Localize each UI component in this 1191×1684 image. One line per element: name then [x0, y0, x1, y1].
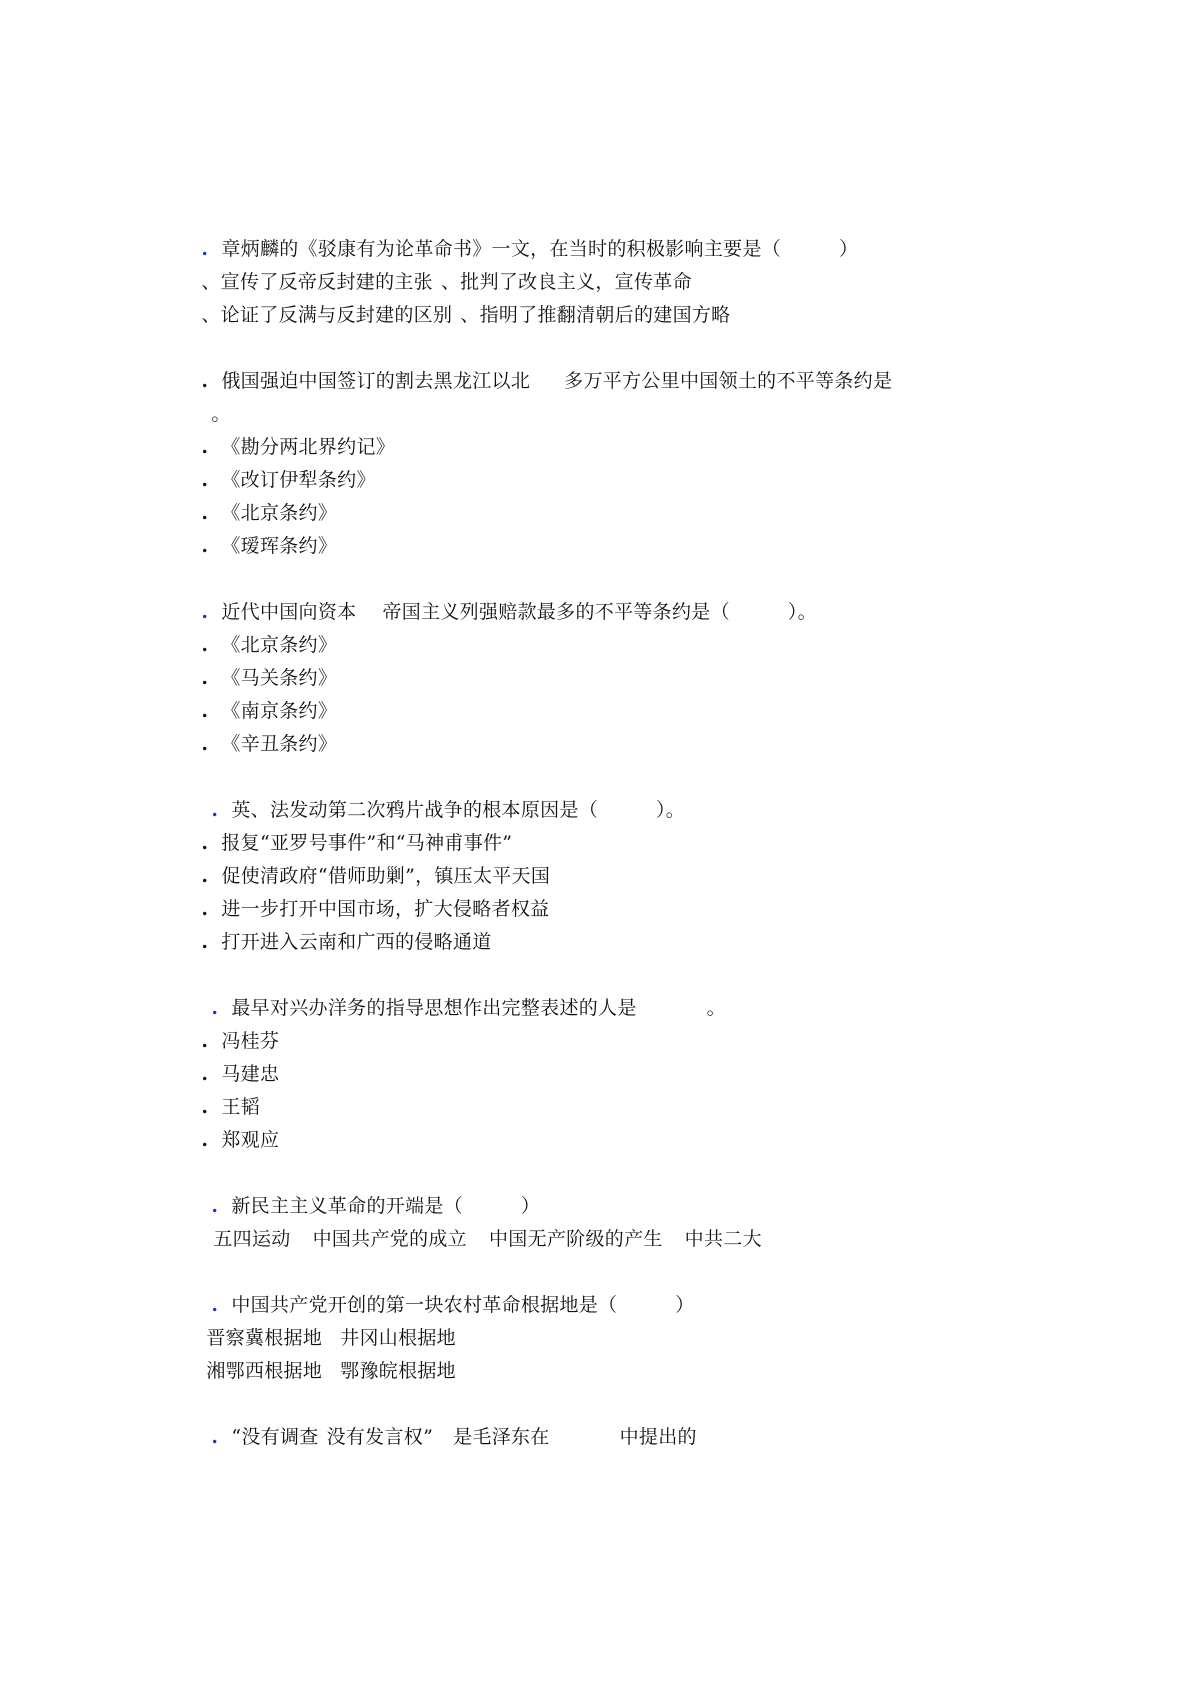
option-item: . 王韬	[201, 1096, 260, 1118]
option-text: 湘鄂西根据地	[206, 1360, 323, 1382]
option-text: 《辛丑条约》	[221, 733, 338, 755]
question-stem: 没有发言权”	[326, 1426, 434, 1448]
option-item: . 《北京条约》	[201, 502, 338, 524]
question-marker: .	[211, 799, 219, 821]
option-text: 报复“亚罗号事件”和“马神甫事件”	[221, 832, 513, 854]
question-marker: .	[201, 238, 209, 260]
question-stem: 新民主主义革命的开端是（ ）	[231, 1195, 541, 1217]
question-stem: 英、法发动第二次鸦片战争的根本原因是（ ）。	[231, 799, 686, 821]
option-item: . 《南京条约》	[201, 700, 338, 722]
question-stem: 中国共产党开创的第一块农村革命根据地是（ ）	[231, 1294, 695, 1316]
option-text: 《改订伊犁条约》	[221, 469, 376, 491]
question-stem: “没有调查	[231, 1426, 319, 1448]
question-stem: 帝国主义列强赔款最多的不平等条约是（ ）。	[382, 601, 817, 623]
option-item: . 促使清政府“借师助剿”，镇压太平天国	[201, 865, 551, 887]
option-text: 王韬	[221, 1096, 260, 1118]
question-2	[176, 345, 892, 417]
question-stem: 。	[706, 997, 726, 1019]
question-stem: 近代中国向资本	[221, 601, 357, 623]
question-marker: .	[211, 997, 219, 1019]
option-item: . 打开进入云南和广西的侵略通道	[201, 931, 492, 953]
option-text: 《北京条约》	[221, 502, 338, 524]
option-text: 晋察冀根据地	[206, 1327, 323, 1349]
question-marker: .	[211, 1426, 219, 1448]
option-text: 中国无产阶级的产生	[488, 1228, 663, 1250]
question-marker: .	[211, 1294, 219, 1316]
question-stem: 俄国强迫中国签订的割去黑龙江以北	[221, 370, 531, 392]
option-item: . 《改订伊犁条约》	[201, 469, 376, 491]
option-text: 论证了反满与反封建的区别	[220, 304, 453, 326]
question-stem: 章炳麟的《驳康有为论革命书》一文，在当时的积极影响主要是（ ）	[221, 238, 859, 260]
option-text: 冯桂芬	[221, 1030, 280, 1052]
question-marker: .	[201, 370, 209, 392]
option-text: 中国共产党的成立	[312, 1228, 467, 1250]
option-row	[176, 279, 730, 351]
option-text: 打开进入云南和广西的侵略通道	[221, 931, 492, 953]
option-item: . 进一步打开中国市场，扩大侵略者权益	[201, 898, 550, 920]
option-text: 促使清政府“借师助剿”，镇压太平天国	[221, 865, 551, 887]
option-item: . 报复“亚罗号事件”和“马神甫事件”	[201, 832, 513, 854]
option-text: 《南京条约》	[221, 700, 338, 722]
option-text: 中共二大	[684, 1228, 762, 1250]
option-item: . 《北京条约》	[201, 634, 338, 656]
question-stem: 最早对兴办洋务的指导思想作出完整表述的人是	[231, 997, 637, 1019]
option-marker: 、	[201, 271, 221, 293]
option-item: . 马建忠	[201, 1063, 280, 1085]
option-text: 郑观应	[221, 1129, 280, 1151]
option-row	[181, 1335, 456, 1407]
option-item: . 冯桂芬	[201, 1030, 280, 1052]
question-stem: 是毛泽东在	[453, 1426, 550, 1448]
question-8	[186, 1401, 697, 1473]
option-text: 《马关条约》	[221, 667, 338, 689]
option-row	[188, 1203, 762, 1275]
question-stem-tail: 。	[211, 403, 231, 425]
option-text: 马建忠	[221, 1063, 280, 1085]
option-item: . 《辛丑条约》	[201, 733, 338, 755]
option-item: . 《瑷珲条约》	[201, 535, 338, 557]
option-text: 《勘分两北界约记》	[221, 436, 396, 458]
option-marker: 、	[201, 304, 221, 326]
option-text: 宣传了反帝反封建的主张	[220, 271, 433, 293]
question-stem: 多万平方公里中国领土的不平等条约是	[564, 370, 893, 392]
option-text: 五四运动	[213, 1228, 291, 1250]
option-item: . 郑观应	[201, 1129, 280, 1151]
option-item: . 《马关条约》	[201, 667, 338, 689]
question-marker: .	[201, 601, 209, 623]
option-text: 鄂豫皖根据地	[340, 1360, 456, 1382]
question-stem: 中提出的	[619, 1426, 697, 1448]
option-item: . 《勘分两北界约记》	[201, 436, 396, 458]
option-text: 进一步打开中国市场，扩大侵略者权益	[221, 898, 550, 920]
question-marker: .	[211, 1195, 219, 1217]
option-text: 《北京条约》	[221, 634, 338, 656]
option-text: 、指明了推翻清朝后的建国方略	[460, 304, 731, 326]
option-text: 井冈山根据地	[340, 1327, 456, 1349]
option-text: 、批判了改良主义，宣传革命	[440, 271, 692, 293]
option-text: 《瑷珲条约》	[221, 535, 338, 557]
